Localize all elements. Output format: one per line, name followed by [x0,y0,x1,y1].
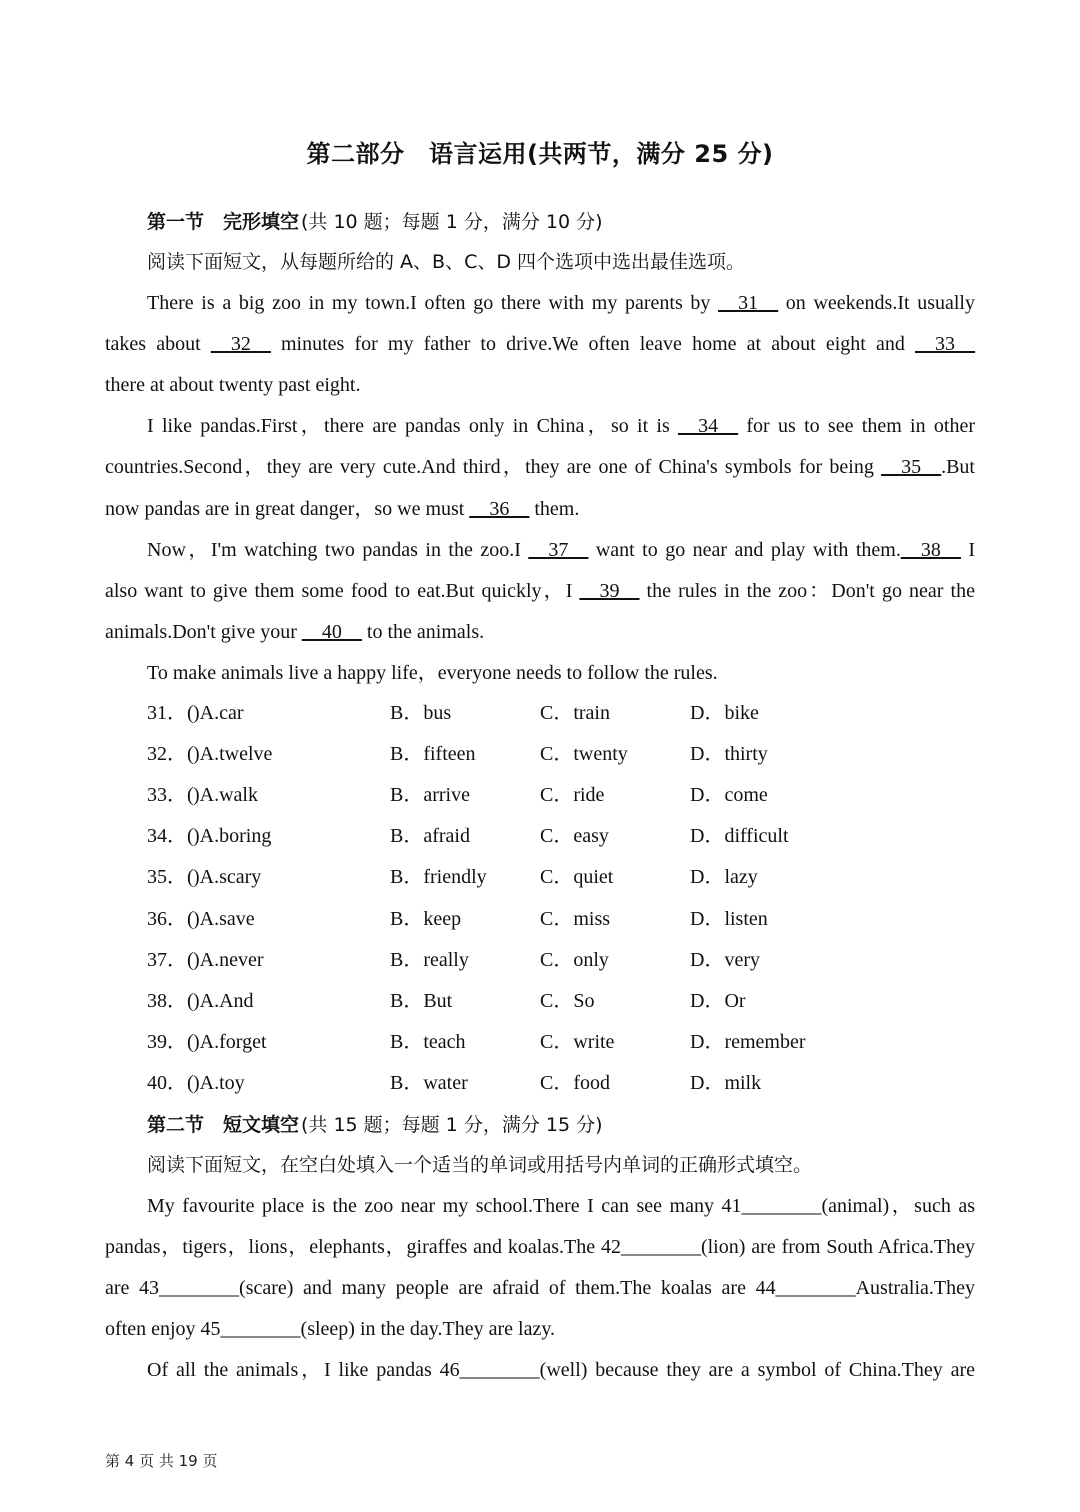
section2-passage-line [105,1274,975,1302]
page-title: 第二部分 语言运用(共两节，满分 25 分) [306,140,774,168]
option-d: D．Or [690,989,746,1012]
question-number: 33．( [147,784,194,807]
passage-text: to the animals. [361,620,485,643]
question-row [147,781,947,809]
passage-text: animals.Don't give your [105,620,302,643]
section1-passage-line [105,371,975,399]
section1-title: 第一节 完形填空 [147,211,300,233]
section1-passage-line [147,536,975,564]
section1-passage-line [105,577,975,605]
option-a: )A.toy [193,1071,245,1094]
option-a: )A.car [193,702,244,724]
cloze-blank: __38__ [900,538,961,561]
option-b: B．But [390,989,453,1012]
question-row [147,699,947,727]
passage-text: Now，I'm watching two pandas in the zoo.I [147,538,529,561]
passage-text: minutes for my father to drive.We often leave home at about eight and [270,333,915,356]
question-number: 35．( [147,866,194,889]
passage-text: pandas，tigers，lions，elephants，giraffes and koalas.The 42________(lion) are from South Africa.They [105,1236,975,1259]
option-a: )A.twelve [193,743,273,766]
passage-text: are 43________(scare) and many people are afraid of them.The koalas are 44________Australia.They [105,1277,975,1300]
option-a: )A.scary [193,866,262,889]
passage-text: for us to see them in other [738,415,975,438]
option-b: B．water [390,1071,468,1094]
option-a: )A.never [193,948,264,971]
passage-text: now pandas are in great danger，so we must [105,497,470,520]
section2-rule: (共 15 题；每题 1 分，满分 15 分) [301,1114,603,1136]
option-d: D．come [690,784,768,807]
question-number: 37．( [147,948,194,971]
section2-passage-line [105,1233,975,1261]
section2-passage-line [147,1192,975,1220]
option-b: B．fifteen [390,743,476,766]
option-b: B．teach [390,1030,466,1053]
option-c: C．only [540,948,609,971]
question-number: 32．( [147,743,194,766]
option-c: C．easy [540,825,609,848]
section1-passage-line [147,412,975,440]
question-number: 31．( [147,702,194,724]
passage-text: I like pandas.First，there are pandas only in China，so it is [147,415,679,438]
section1-passage-line [105,618,975,646]
option-b: B．really [390,948,469,971]
section1-rule: (共 10 题；每题 1 分，满分 10 分) [301,211,603,233]
question-number: 36．( [147,907,194,930]
option-a: )A.And [193,989,254,1012]
passage-text: them. [529,497,580,520]
cloze-blank: __36__ [469,497,530,520]
option-b: B．bus [390,702,452,724]
cloze-blank: __31__ [718,292,779,314]
question-row [147,863,947,891]
option-d: D．very [690,948,760,971]
option-b: B．arrive [390,784,470,807]
question-row [147,987,947,1015]
option-c: C．write [540,1030,615,1053]
option-c: C．So [540,989,595,1012]
section2-instruction: 阅读下面短文，在空白处填入一个适当的单词或用括号内单词的正确形式填空。 [147,1154,813,1176]
cloze-blank: __39__ [579,579,640,602]
cloze-blank: __34__ [678,415,739,438]
option-d: D．lazy [690,866,758,889]
cloze-blank: __40__ [301,620,362,643]
question-row [147,740,947,768]
cloze-blank: __32__ [210,333,271,356]
question-row [147,822,947,850]
section1-passage-line [105,495,975,523]
section1-instruction: 阅读下面短文，从每题所给的 A、B、C、D 四个选项中选出最佳选项。 [147,251,746,273]
section2-passage-line [147,1356,975,1384]
option-d: D．listen [690,907,768,930]
passage-text: the rules in the zoo：Don't go near the [639,579,975,602]
section1-passage-line [105,453,975,481]
option-d: D．remember [690,1030,806,1053]
passage-text: To make animals live a happy life，everyone needs to follow the rules. [147,661,718,684]
passage-text: also want to give them some food to eat.But quickly，I [105,579,580,602]
cloze-blank: __33__ [915,333,975,356]
passage-text: countries.Second，they are very cute.And third，they are one of China's symbols for being [105,456,882,479]
passage-text: there at about twenty past eight. [105,374,361,397]
page-footer: 第 4 页 共 19 页 [105,1452,218,1470]
passage-text: takes about [105,333,211,356]
passage-text: on weekends.It usually [778,292,975,314]
section1-passage-line [147,659,975,687]
option-d: D．thirty [690,743,768,766]
option-c: C．quiet [540,866,614,889]
passage-text: want to go near and play with them. [588,538,901,561]
section1-passage-line [105,330,975,358]
section2-passage-line [105,1315,975,1343]
question-row [147,946,947,974]
question-row [147,1028,947,1056]
option-d: D．bike [690,702,759,724]
passage-text: There is a big zoo in my town.I often go there with my parents by [147,292,719,314]
option-a: )A.forget [193,1030,267,1053]
option-d: D．difficult [690,825,789,848]
option-c: C．miss [540,907,611,930]
option-c: C．food [540,1071,610,1094]
passage-text: .But [941,456,975,479]
question-number: 38．( [147,989,194,1012]
option-c: C．ride [540,784,605,807]
section2-heading [147,1110,603,1137]
section1-heading [147,207,603,234]
question-number: 39．( [147,1030,194,1053]
question-row [147,905,947,933]
option-a: )A.boring [193,825,272,848]
option-b: B．keep [390,907,462,930]
option-a: )A.walk [193,784,258,807]
question-number: 34．( [147,825,194,848]
passage-text: often enjoy 45________(sleep) in the day.They are lazy. [105,1318,556,1341]
option-c: C．twenty [540,743,628,766]
section1-passage-line [147,289,975,317]
option-d: D．milk [690,1071,762,1094]
cloze-blank: __35__ [881,456,942,479]
passage-text: Of all the animals，I like pandas 46________(well) because they are a symbol of China.They are [147,1359,975,1382]
option-b: B．friendly [390,866,487,889]
cloze-blank: __37__ [528,538,589,561]
question-number: 40．( [147,1071,194,1094]
option-a: )A.save [193,907,255,930]
passage-text: I [960,538,975,561]
option-c: C．train [540,702,610,724]
section2-title: 第二节 短文填空 [147,1114,300,1136]
question-row [147,1069,947,1097]
passage-text: My favourite place is the zoo near my school.There I can see many 41________(animal)，such as [147,1195,975,1217]
option-b: B．afraid [390,825,470,848]
